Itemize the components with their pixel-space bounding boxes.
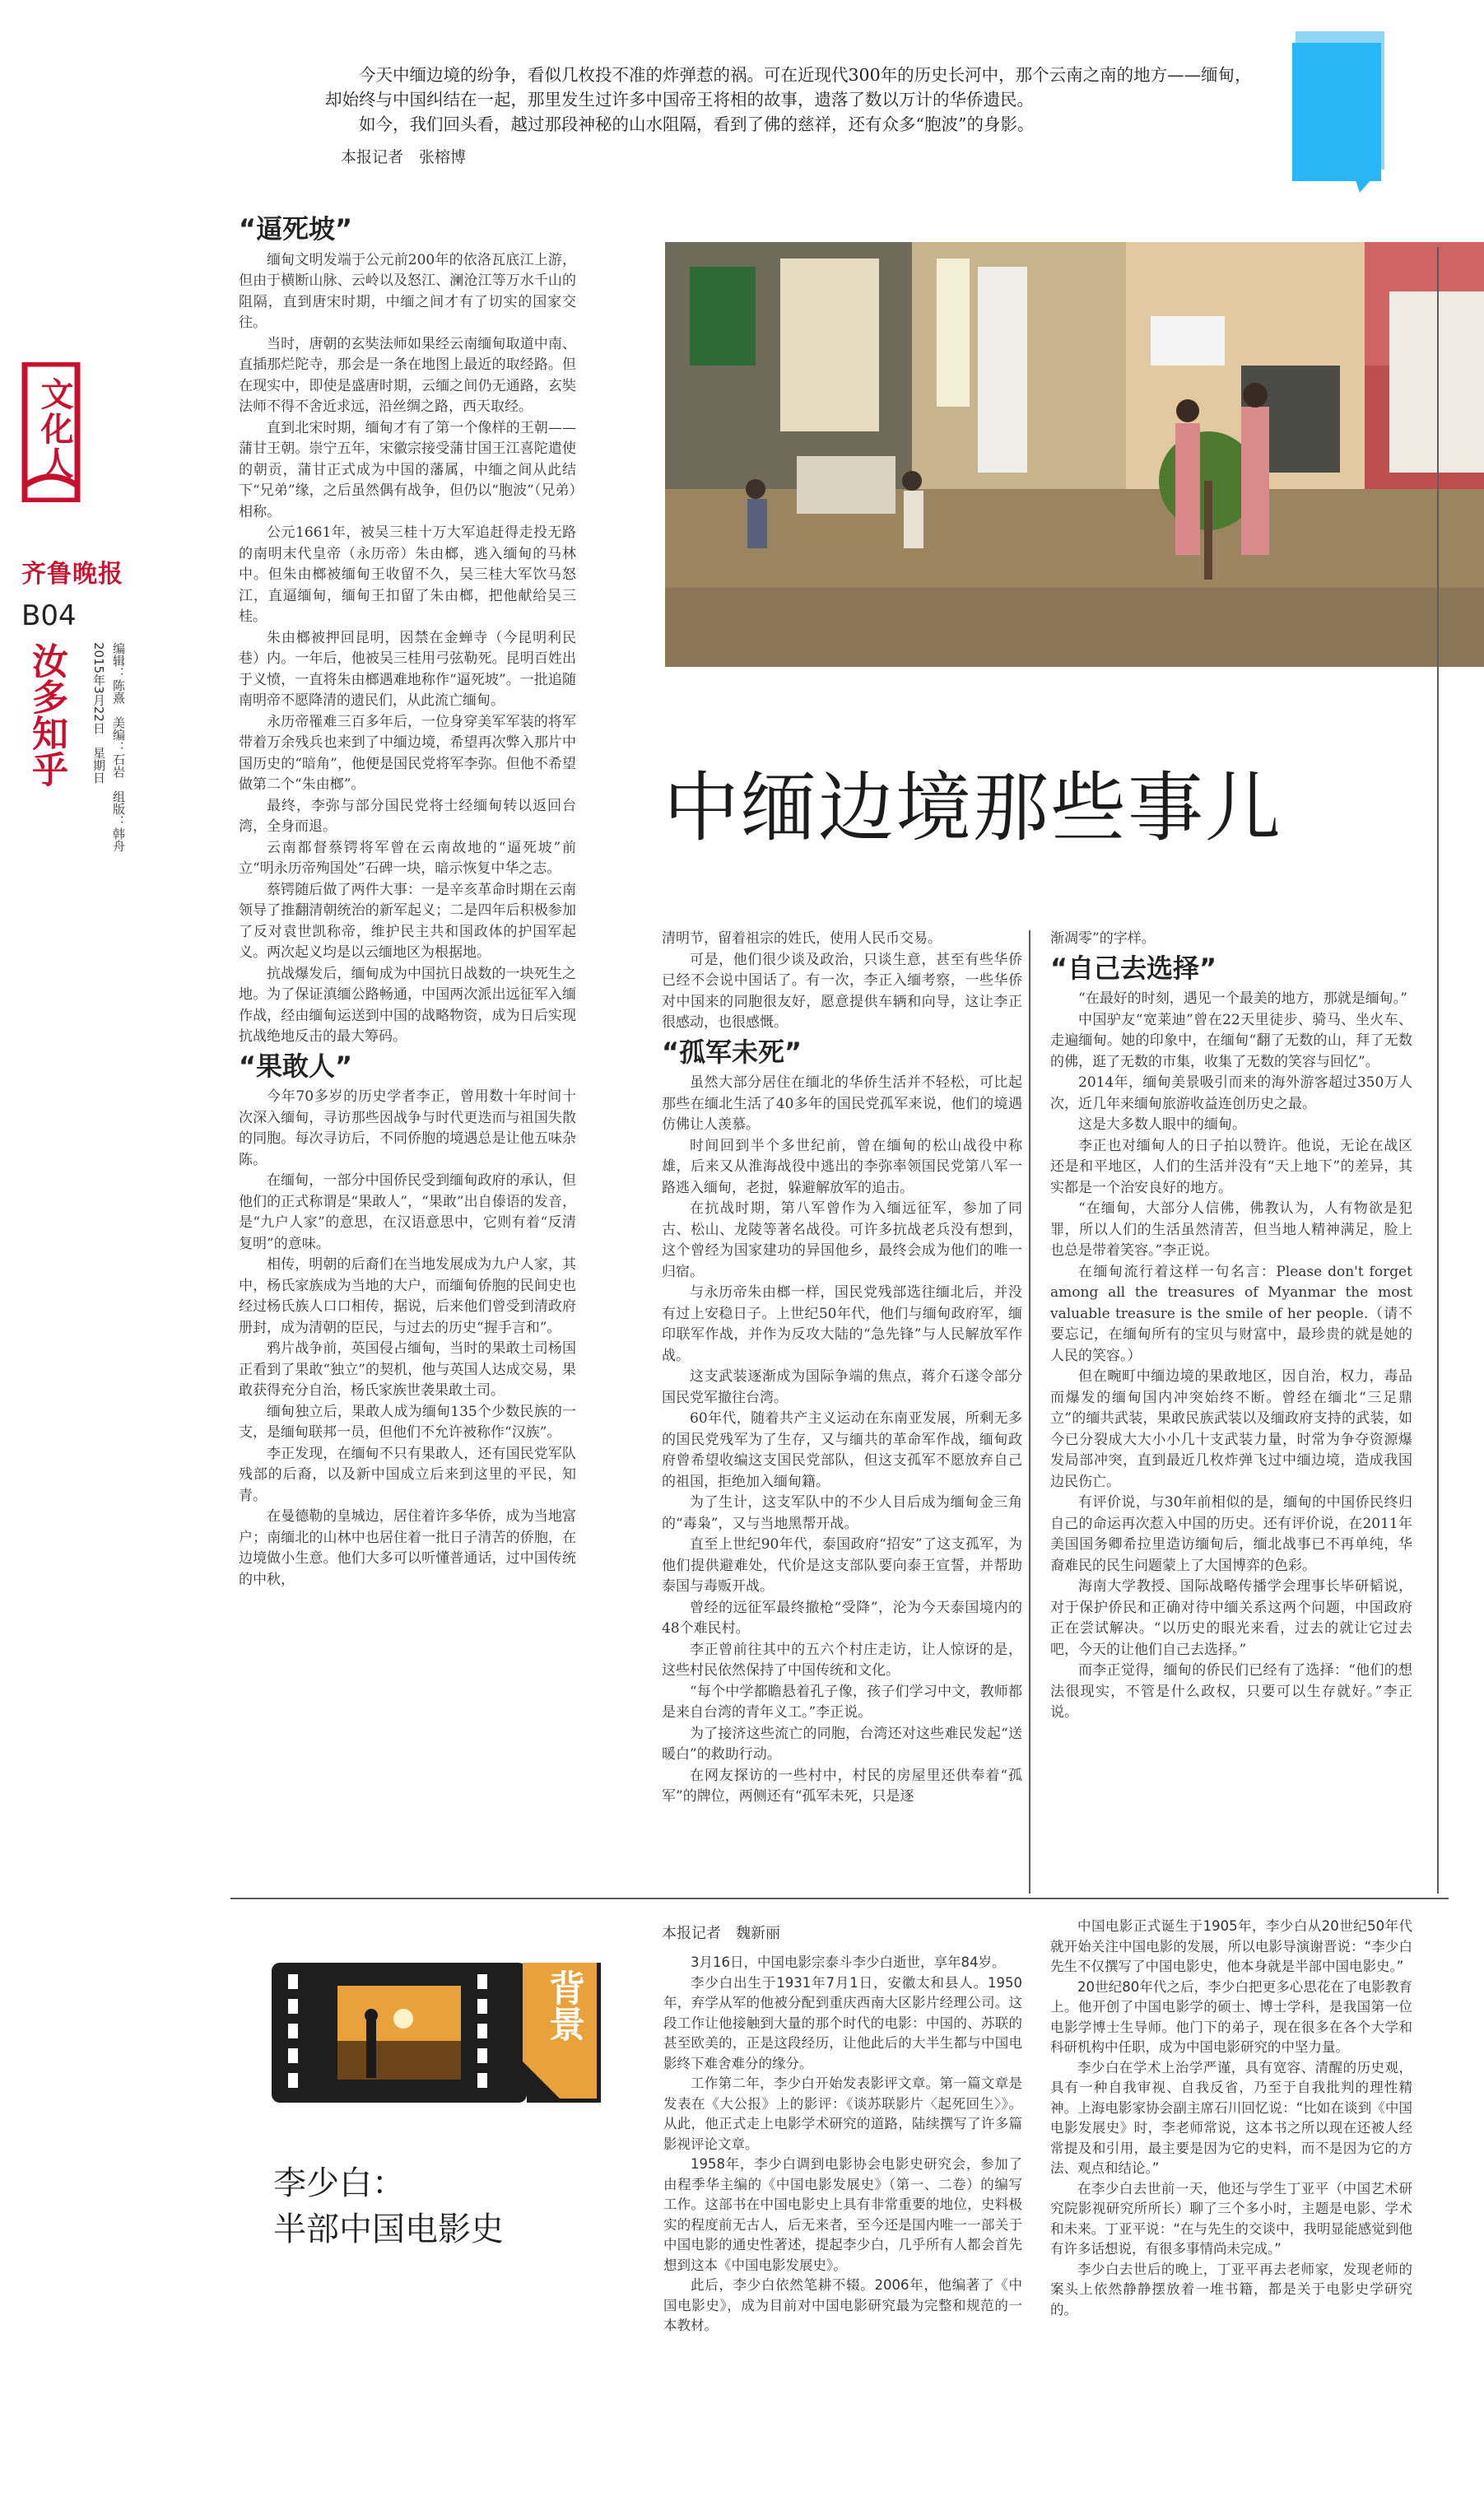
bg-b-p: 李少白在学术上治学严谨，具有宽容、清醒的历史观，具有一种自我审视、自我反省，乃至于自我批判的理性精神。上海电影家协会副主席石川回忆说：“比如在谈到《中国电影发展史》时，李老师常说，这本书之所以现在还被人经常提及和引用，最主要是因为它的史料，而不是因为它的方法、观点和结论。” [1050,2059,1412,2176]
col3-p: “在缅甸，大部分人信佛，佛教认为，人有物欲是犯罪，所以人们的生活虽然清苦，但当地人精神满足，脸上也总是带着笑容。”李正说。 [1050,1200,1412,1259]
column-3 [1050,929,1412,1724]
col2-p: 直至上世纪90年代，泰国政府“招安”了这支孤军，为他们提供避难处，代价是这支部队要向泰王宣誓，并帮助泰国与毒贩开战。 [662,1536,1022,1595]
vertical-divider [1029,930,1030,1894]
col3-p: “在最好的时刻，遇见一个最美的地方，那就是缅甸。” [1078,990,1407,1007]
col3-p: 渐凋零”的字样。 [1050,930,1156,947]
col1-p: 直到北宋时期，缅甸才有了第一个像样的王朝——蒲甘王朝。崇宁五年，宋徽宗接受蒲甘国王江喜陀遣使的朝贡，蒲甘正式成为中国的藩属，中缅之间从此结下“兄弟”缘，之后虽然偶有战争，但仍以“胞波”（兄弟）相称。 [239,419,576,520]
col2-p: 为了接济这些流亡的同胞，台湾还对这些难民发起“送暖白”的救助行动。 [662,1725,1022,1763]
col1-p: 缅甸文明发端于公元前200年的依洛瓦底江上游，但由于横断山脉、云岭以及怒江、澜沧江等万水千山的阻隔，直到唐宋时期，中缅之间才有了切实的国家交往。 [239,251,576,331]
lede-block [325,63,1255,167]
lede-paragraph-2: 如今，我们回头看，越过那段神秘的山水阻隔，看到了佛的慈祥，还有众多“胞波”的身影。 [359,114,1035,134]
col1-p: 在曼德勒的皇城边，居住着许多华侨，成为当地富户；南缅北的山林中也居住着一批日子清苦的侨胞，在边境做小生意。他们大多可以听懂普通话，过中国传统的中秋， [239,1508,576,1588]
film-strip-graphic [272,1963,617,2103]
issue-date: 2015年3月22日 星期日 [91,642,106,784]
speech-bubble-icon [1291,28,1389,193]
col2-p: 在抗战时期，第八军曾作为入缅远征军，参加了同古、松山、龙陵等著名战役。可许多抗战老兵没有想到，这个曾经为国家建功的异国他乡，最终会成为他们的唯一归宿。 [662,1200,1022,1280]
bg-b-p: 中国电影正式诞生于1905年，李少白从20世纪50年代就开始关注中国电影的发展，所以电影导演谢晋说：“李少白先生不仅撰写了中国电影史，他本身就是半部中国电影史。” [1050,1918,1412,1974]
col2-p: 曾经的远征军最终撤枪“受降”，沦为今天泰国境内的48个难民村。 [662,1599,1022,1637]
background-col-b [1050,1917,1412,2320]
street-photo [665,242,1484,667]
horizontal-divider [230,1898,1449,1899]
col2-p: 时间回到半个多世纪前，曾在缅甸的松山战役中称雄，后来又从淮海战役中逃出的李弥率领国民党第八军一路逃入缅甸，老挝，躲避解放军的追击。 [662,1137,1022,1196]
background-tag: 背景 [542,1969,584,2042]
col2-p: 与永历帝朱由榔一样，国民党残部选往缅北后，并没有过上安稳日子。上世纪50年代，他们与缅甸政府军，缅印联军作战，并作为反攻大陆的“急先锋”与人民解放军作战。 [662,1284,1022,1364]
col1-p: 在缅甸，一部分中国侨民受到缅甸政府的承认，但他们的正式称谓是“果敢人”，“果敢”出自傣语的发音，是“九户人家”的意思，在汉语意思中，它则有着“反清复明”的意味。 [239,1172,576,1252]
bg-a-p: 此后，李少白依然笔耕不辍。2006年，他编著了《中国电影史》，成为目前对中国电影研究最为完整和规范的一本教材。 [663,2277,1022,2333]
section-masthead [18,362,133,856]
col2-p: 可是，他们很少谈及政治，只谈生意，甚至有些华侨已经不会说中国话了。有一次，李正入缅考察，一些华侨对中国来的同胞很友好，愿意提供车辆和向导，这让李正很感动，也很感慨。 [662,951,1022,1031]
lede-byline: 本报记者 张榕博 [341,148,467,166]
col3-p: 在缅甸流行着这样一句名言：Please don't forget among all the treasures of Myanmar the most valuable treasure is the smile of her people.（请不要忘记，在缅甸所有的宝贝与财富中，最珍贵的就是她的人民的笑容。） [1050,1263,1412,1364]
col2-p: 这支武装逐渐成为国际争端的焦点，蒋介石遂令部分国民党军撤往台湾。 [662,1368,1022,1406]
column-name: 汝多知乎 [26,642,67,787]
subhead-gujunweisi: “孤军未死” [662,1036,802,1068]
paper-name: 齐鲁晚报 [21,560,123,589]
col2-p: 虽然大部分居住在缅北的华侨生活并不轻松，可比起那些在缅北生活了40多年的国民党孤军来说，他们的境遇仿佛让人羡慕。 [662,1074,1022,1133]
col1-p: 云南都督蔡锷将军曾在云南故地的“逼死坡”前立“明永历帝殉国处”石碑一块，暗示恢复中华之志。 [239,839,576,877]
col3-p: 中国驴友“宽莱迪”曾在22天里徒步、骑马、坐火车、走遍缅甸。她的印象中，在缅甸“翻了无数的山，拜了无数的佛，逛了无数的市集，收集了无数的笑容与回忆”。 [1050,1011,1412,1070]
subhead-guoganren: “果敢人” [239,1050,353,1082]
col3-p: 有评价说，与30年前相似的是，缅甸的中国侨民终归自己的命运再次惹入中国的历史。还有评价说，在2011年美国国务卿希拉里造访缅甸后，缅北战事已不再单纯，华裔难民的民生问题蒙上了大国博弈的色彩。 [1050,1494,1412,1574]
bg-a-p: 工作第二年，李少白开始发表影评文章。第一篇文章是发表在《大公报》上的影评：《谈苏联影片〈起死回生〉》。从此，他正式走上电影学术研究的道路，陆续撰写了许多篇影视评论文章。 [663,2075,1022,2152]
col1-p: 朱由榔被押回昆明，因禁在金蝉寺（今昆明利民巷）内。一年后，他被吴三桂用弓弦勒死。昆明百姓出于义愤，一直将朱由榔遇难地称作“逼死坡”。一批追随南明帝不愿降清的遗民们，从此流亡缅甸。 [239,629,576,709]
subhead-bisipo: “逼死坡” [239,213,353,245]
bg-a-p: 李少白出生于1931年7月1日，安徽太和县人。1950年，弃学从军的他被分配到重庆西南大区影片经理公司。这段工作让他接触到大量的那个时代的电影：中国的、苏联的甚至欧美的，正是这段经历，让他此后的大半生都与中国电影终下难舍难分的缘分。 [663,1974,1022,2071]
editor-credits: 编辑：陈熹 美编：石岩 组版：韩舟 [111,642,126,852]
col3-p: 但在畹町中缅边境的果敢地区，因自治，权力，毒品而爆发的缅甸国内冲突始终不断。曾经在缅北“三足鼎立”的缅共武装，果敢民族武装以及缅政府支持的武装，如今已分裂成大大小小几十支武装力量，时常为争夺资源爆发局部冲突，直到最近几枚炸弹飞过中缅边境，造成我国边民伤亡。 [1050,1368,1412,1490]
col3-p: 李正也对缅甸人的日子拍以赞许。他说，无论在战区还是和平地区，人们的生活并没有“天上地下”的差异，其实都是一个治安良好的地方。 [1050,1137,1412,1196]
col3-p: 而李正觉得，缅甸的侨民们已经有了选择：“他们的想法很现实，不管是什么政权，只要可以生存就好。”李正说。 [1050,1662,1412,1721]
bg-a-p: 3月16日，中国电影宗泰斗李少白逝世，享年84岁。 [691,1954,1006,1970]
bg-b-p: 20世纪80年代之后，李少白把更多心思花在了电影教育上。他开创了中国电影学的硕士、博士学科，是我国第一位电影学博士生导师。他门下的弟子，现在很多在各个大学和科研机构中任职，成为中国电影研究的中坚力量。 [1050,1978,1412,2055]
col1-p: 相传，明朝的后裔们在当地发展成为九户人家，其中，杨氏家族成为当地的大户，而缅甸侨胞的民间史也经过杨氏族人口口相传，据说，后来他们曾受到清政府册封，成为清朝的臣民，与过去的历史“握手言和”。 [239,1256,576,1336]
col1-p: 李正发现，在缅甸不只有果敢人，还有国民党军队残部的后裔，以及新中国成立后来到这里的平民，知青。 [239,1445,576,1504]
column-2 [662,929,1022,1808]
bg-a-p: 1958年，李少白调到电影协会电影史研究会，参加了由程季华主编的《中国电影发展史》（第一、二卷）的编写工作。这部书在中国电影史上具有非常重要的地位，史料极实的程度前无古人，后无来者，至今还是国内唯一一部关于中国电影的通史性著述，提起李少白，几乎所有人都会首先想到这本《中国电影发展史》。 [663,2156,1022,2273]
col1-p: 公元1661年，被吴三桂十万大军追赶得走投无路的南明末代皇帝（永历帝）朱由榔，逃入缅甸的马林中。但朱由榔被缅甸王收留不久，吴三桂大军饮马怒江，直逼缅甸，缅甸王扣留了朱由榔，把他献给吴三桂。 [239,524,576,625]
background-byline: 本报记者 魏新丽 [662,1925,780,1942]
col2-p: 李正曾前往其中的五六个村庄走访，让人惊讶的是，这些村民依然保持了中国传统和文化。 [662,1641,1022,1679]
background-title-line2: 半部中国电影史 [273,2211,504,2248]
vertical-divider-right [1437,247,1439,1894]
background-title-line1: 李少白： [273,2164,405,2202]
bg-b-p: 在李少白去世前一天，他还与学生丁亚平（中国艺术研究院影视研究所所长）聊了三个多小时，主题是电影、学术和未来。丁亚平说：“在与先生的交谈中，我明显能感觉到他有许多话想说，有很多事情尚未完成。” [1050,2180,1412,2257]
col1-p: 永历帝罹难三百多年后，一位身穿美军军装的将军带着万余残兵也来到了中缅边境，希望再次弊入那片中国历史的“暗角”，他便是国民党将军李弥。但他不希望做第二个“朱由榔”。 [239,713,576,793]
col3-p: 这是大多数人眼中的缅甸。 [1078,1116,1246,1133]
col1-p: 当时，唐朝的玄奘法师如果经云南缅甸取道中南、直插那烂陀寺，那会是一条在地图上最近的取经路。但在现实中，即使是盛唐时期，云缅之间仍无通路，玄奘法师不得不舍近求远，沿丝绸之路，西天取经。 [239,335,576,415]
col2-p: “每个中学都瞻悬着孔子像，孩子们学习中文，教师都是来自台湾的青年义工。”李正说。 [662,1683,1022,1721]
background-col-a [663,1953,1022,2336]
col1-p: 鸦片战争前，英国侵占缅甸，当时的果敢土司杨国正看到了果敢“独立”的契机，他与英国人达成交易，果敢获得充分自治，杨氏家族世袭果敢土司。 [239,1340,576,1399]
main-headline: 中缅边境那些事儿 [663,764,1283,852]
col2-p: 60年代，随着共产主义运动在东南亚发展，所剩无多的国民党残军为了生存，又与缅共的革命军作战，缅甸政府曾希望收编这支国民党部队，但这支孤军不愿放弃自己的祖国，拒绝加入缅甸籍。 [662,1410,1022,1490]
col2-p: 清明节，留着祖宗的姓氏，使用人民币交易。 [662,930,942,947]
lede-paragraph-1: 今天中缅边境的纷争，看似几枚投不准的炸弹惹的祸。可在近现代300年的历史长河中，那个云南之南的地方——缅甸，却始终与中国纠结在一起，那里发生过许多中国帝王将相的故事，遗落了数以万计的华侨遗民。 [325,65,1252,109]
col2-p: 在网友探访的一些村中，村民的房屋里还供奉着“孤军”的牌位，两侧还有“孤军未死，只是逐 [662,1767,1022,1805]
column-1 [239,211,576,1591]
page-number: B04 [21,599,77,632]
col3-p: 海南大学教授、国际战略传播学会理事长毕研韬说，对于保护侨民和正确对待中缅关系这两个问题，中国政府正在尝试解决。“以历史的眼光来看，过去的就让它过去吧，今天的让他们自己去选择。” [1050,1578,1412,1658]
col1-p: 抗战爆发后，缅甸成为中国抗日战数的一块死生之地。为了保证滇缅公路畅通，中国两次派出远征军入缅作战，经由缅甸运送到中国的战略物资，成为日后实现抗战绝地反击的最大筹码。 [239,965,576,1045]
col2-p: 为了生计，这支军队中的不少人目后成为缅甸金三角的“毒枭”，又与当地黑帮开战。 [662,1494,1022,1532]
col1-p: 蔡锷随后做了两件大事：一是辛亥革命时期在云南领导了推翻清朝统治的新军起义；二是四年后积极参加了反对袁世凯称帝，维护民主共和国政体的护国军起义。两次起义均是以云缅地区为根据地。 [239,881,576,961]
col3-p: 2014年，缅甸美景吸引而来的海外游客超过350万人次，近几年来缅甸旅游收益连创历史之最。 [1050,1074,1412,1112]
section-title: 文化人 [35,377,73,481]
col1-p: 最终，李弥与部分国民党将士经缅甸转以返回台湾，全身而退。 [239,797,576,835]
col1-p: 今年70多岁的历史学者李正，曾用数十年时间十次深入缅甸，寻访那些因战争与时代更迭而与祖国失散的同胞。每次寻访后，不同侨胞的境遇总是让他五味杂陈。 [239,1088,576,1168]
bg-b-p: 李少白去世后的晚上，丁亚平再去老师家，发现老师的案头上依然静静摆放着一堆书籍，都是关于电影史学研究的。 [1050,2261,1412,2318]
subhead-ziji-qu-xuanze: “自己去选择” [1050,952,1217,984]
col1-p: 缅甸独立后，果敢人成为缅甸135个少数民族的一支，是缅甸联邦一员，但他们不允许被称作“汉族”。 [239,1403,576,1441]
